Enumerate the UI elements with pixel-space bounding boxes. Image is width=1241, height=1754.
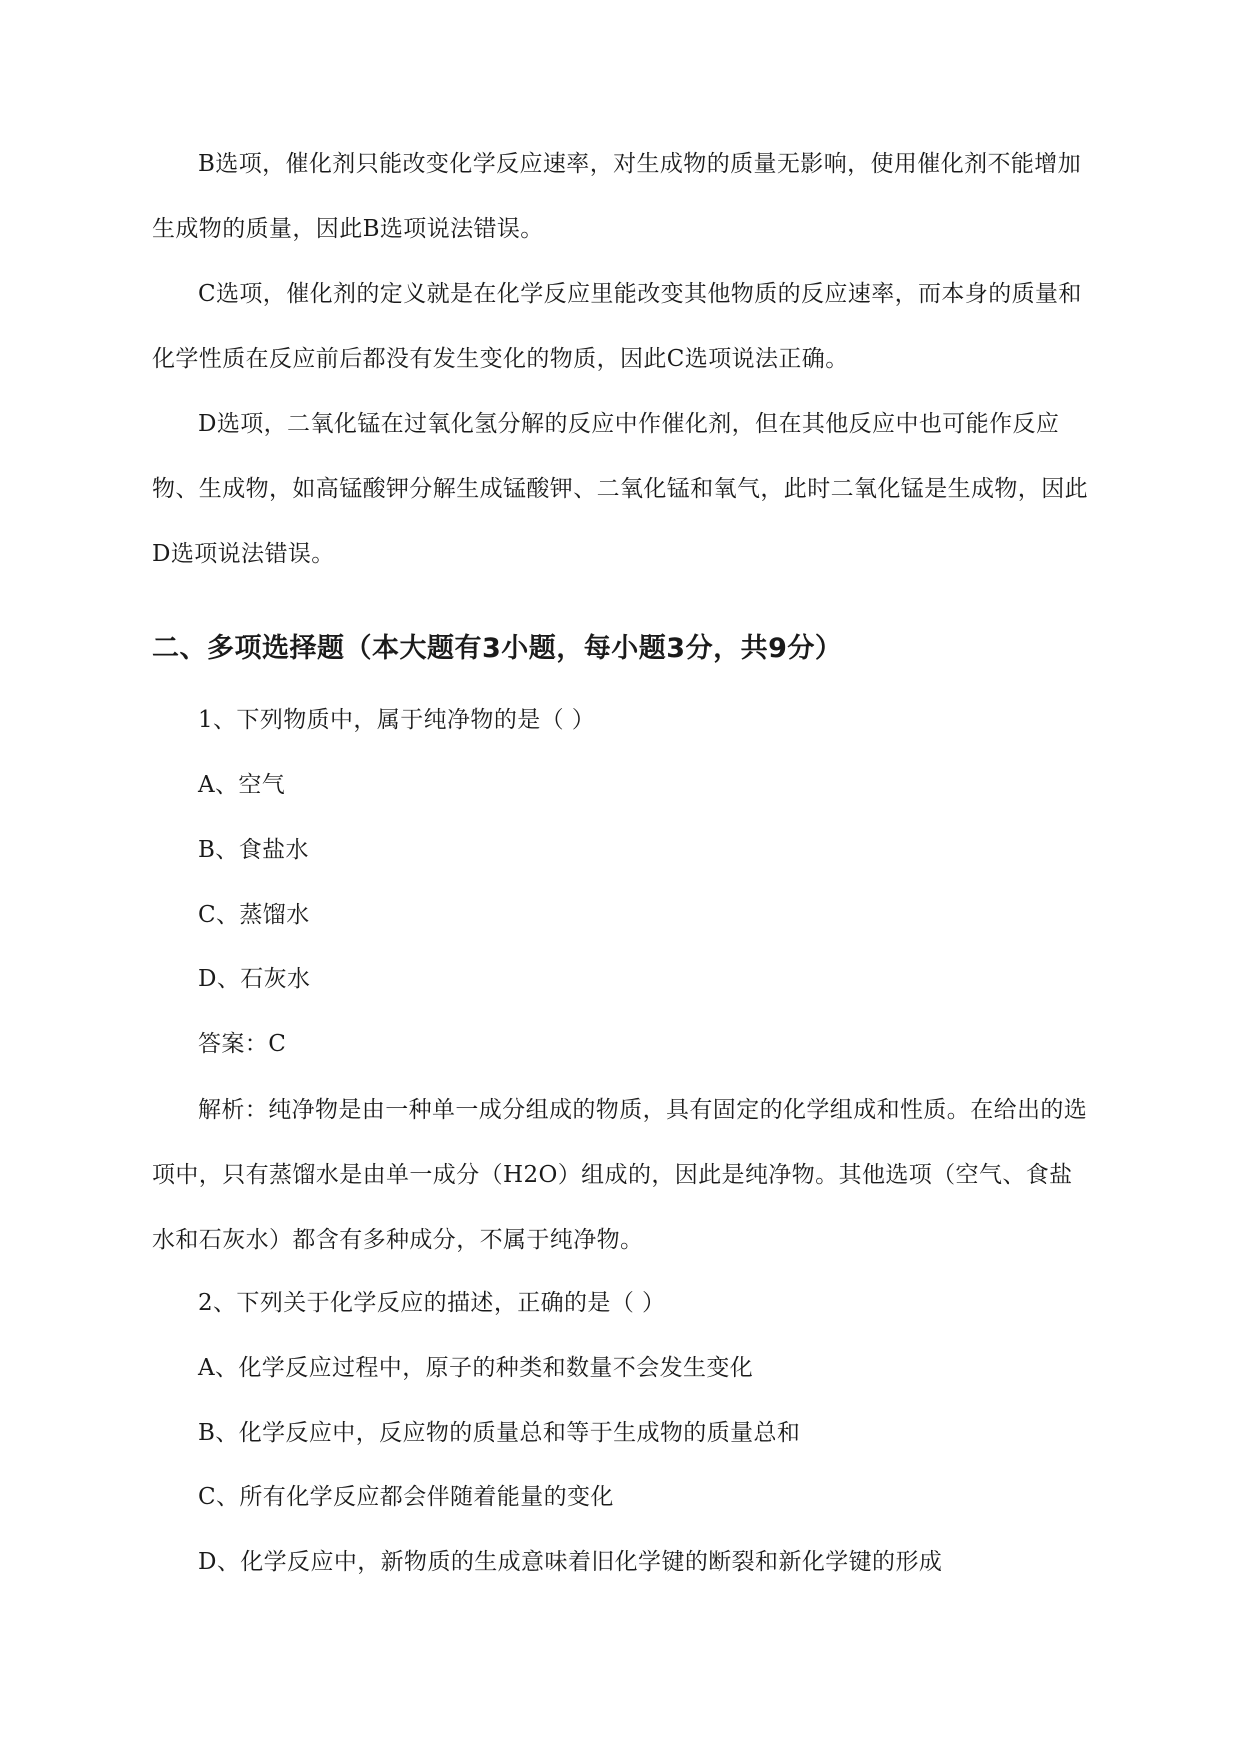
question-2-stem: 2、下列关于化学反应的描述，正确的是（ ）: [198, 1290, 666, 1316]
question-1-stem: 1、下列物质中，属于纯净物的是（ ）: [198, 707, 596, 733]
question-2-option-b: B、化学反应中，反应物的质量总和等于生成物的质量总和: [198, 1420, 801, 1446]
question-1-option-b: B、食盐水: [198, 837, 309, 863]
section-heading: 二、多项选择题（本大题有3小题，每小题3分，共9分）: [152, 633, 843, 664]
paragraph-option-c: C选项，催化剂的定义就是在化学反应里能改变其他物质的反应速率，而本身的质量和化学性质在反应前后都没有发生变化的物质，因此C选项说法正确。: [152, 281, 1082, 372]
question-1-option-c: C、蒸馏水: [198, 902, 310, 928]
question-1-answer: 答案：C: [198, 1031, 287, 1057]
question-2-option-d: D、化学反应中，新物质的生成意味着旧化学键的断裂和新化学键的形成: [198, 1549, 943, 1575]
question-2-option-a: A、化学反应过程中，原子的种类和数量不会发生变化: [198, 1355, 754, 1381]
question-1-analysis: 解析：纯净物是由一种单一成分组成的物质，具有固定的化学组成和性质。在给出的选项中，只有蒸馏水是由单一成分（H2O）组成的，因此是纯净物。其他选项（空气、食盐水和石灰水）都含有多种成分，不属于纯净物。: [152, 1097, 1088, 1253]
question-1-option-d: D、石灰水: [198, 966, 311, 992]
paragraph-option-d: D选项，二氧化锰在过氧化氢分解的反应中作催化剂，但在其他反应中也可能作反应物、生成物，如高锰酸钾分解生成锰酸钾、二氧化锰和氧气，此时二氧化锰是生成物，因此D选项说法错误。: [152, 411, 1088, 567]
question-1-option-a: A、空气: [198, 772, 286, 798]
question-2-option-c: C、所有化学反应都会伴随着能量的变化: [198, 1484, 614, 1510]
paragraph-option-b: B选项，催化剂只能改变化学反应速率，对生成物的质量无影响，使用催化剂不能增加生成物的质量，因此B选项说法错误。: [152, 151, 1082, 242]
